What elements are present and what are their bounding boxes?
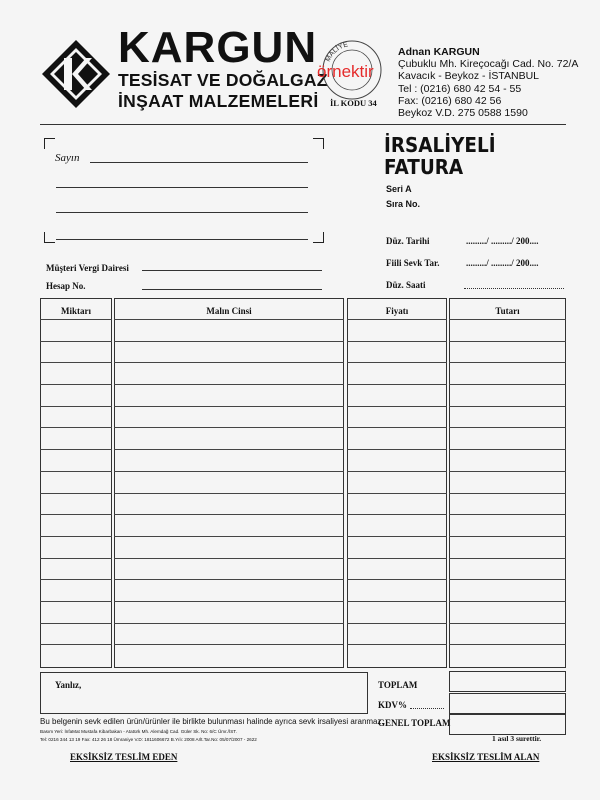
table-row-line	[347, 341, 447, 342]
table-row-line	[114, 644, 344, 645]
table-row-line	[347, 579, 447, 580]
header-divider	[40, 124, 566, 125]
bracket-corner	[44, 138, 55, 149]
table-row-line	[114, 601, 344, 602]
table-row-line	[40, 558, 112, 559]
table-row-line	[114, 536, 344, 537]
table-row-line	[449, 579, 566, 580]
tax-office-field[interactable]	[142, 270, 322, 271]
header-description: Malın Cinsi	[206, 306, 252, 316]
table-row-line	[40, 319, 112, 320]
table-row-line	[449, 471, 566, 472]
table-row-line	[114, 406, 344, 407]
table-row-line	[114, 384, 344, 385]
table-row-line	[114, 579, 344, 580]
table-row-line	[449, 623, 566, 624]
brand-name: KARGUN	[118, 23, 318, 72]
table-row-line	[449, 536, 566, 537]
column-price	[347, 298, 447, 668]
issue-time-field[interactable]	[464, 288, 564, 289]
table-row-line	[449, 558, 566, 559]
kargun-logo-icon	[40, 38, 112, 110]
table-row-line	[449, 601, 566, 602]
address-line-1: Çubuklu Mh. Kireçocağı Cad. No. 72/A	[398, 58, 579, 71]
table-row-line	[449, 427, 566, 428]
printer-info-1: Basım Yeri: İnfaMat Mustafa Kibarbakan - Atatürk Mh. Alemdağ Cad. Güler Sk. No: 6/C Ümr./İST.	[40, 729, 237, 734]
delivered-by-label: EKSİKSİZ TESLİM EDEN	[70, 752, 178, 762]
table-row-line	[449, 319, 566, 320]
table-row-line	[114, 427, 344, 428]
table-row-line	[347, 471, 447, 472]
title-line-2: FATURA	[384, 155, 464, 179]
table-row-line	[40, 384, 112, 385]
table-row-line	[40, 536, 112, 537]
shipment-date-field[interactable]: ........./ ........./ 200....	[466, 258, 539, 268]
table-row-line	[347, 319, 447, 320]
title-line-1: İRSALİYELİ	[384, 133, 496, 157]
account-no-field[interactable]	[142, 289, 322, 290]
table-row-line	[347, 449, 447, 450]
bracket-corner	[313, 138, 324, 149]
table-row-line	[40, 471, 112, 472]
table-row-line	[114, 341, 344, 342]
table-row-line	[347, 623, 447, 624]
customer-line[interactable]	[56, 187, 308, 188]
table-row-line	[40, 601, 112, 602]
address-line-2: Kavacık - Beykoz - İSTANBUL	[398, 70, 540, 83]
table-row-line	[114, 362, 344, 363]
customer-line[interactable]	[90, 162, 308, 163]
column-quantity	[40, 298, 112, 668]
issue-date-field[interactable]: ........./ ........./ 200....	[466, 236, 539, 246]
brand-tagline-2: İNŞAAT MALZEMELERİ	[118, 91, 319, 111]
company-address	[398, 46, 578, 119]
table-row-line	[347, 406, 447, 407]
total-field[interactable]	[449, 671, 566, 692]
il-kodu: İL KODU 34	[330, 98, 377, 108]
owner-name: Adnan KARGUN	[398, 46, 480, 58]
customer-line[interactable]	[56, 212, 308, 213]
table-row-line	[347, 536, 447, 537]
table-row-line	[347, 644, 447, 645]
table-row-line	[347, 493, 447, 494]
table-row-line	[347, 427, 447, 428]
table-row-line	[347, 601, 447, 602]
table-row-line	[40, 623, 112, 624]
table-row-line	[449, 493, 566, 494]
table-row-line	[114, 449, 344, 450]
issue-date-label: Düz. Tarihi	[386, 236, 430, 246]
table-row-line	[114, 558, 344, 559]
vat-rate-field[interactable]	[410, 708, 444, 709]
column-description	[114, 298, 344, 668]
fax: Fax: (0216) 680 42 56	[398, 94, 502, 107]
table-row-line	[449, 384, 566, 385]
table-row-line	[40, 514, 112, 515]
issue-time-label: Düz. Saati	[386, 280, 426, 290]
sayin-label: Sayın	[55, 152, 80, 164]
table-row-line	[449, 514, 566, 515]
sample-watermark: örnektir	[317, 62, 374, 81]
header-amount: Tutarı	[495, 306, 520, 316]
phone: Tel : (0216) 680 42 54 - 55	[398, 82, 522, 95]
legal-note: Bu belgenin sevk edilen ürün/ürünler ile birlikte bulunması halinde ayrıca sevk irsaliyesi aranmaz.	[40, 717, 384, 726]
table-row-line	[114, 623, 344, 624]
printer-info-2: Tel: 0216 344 13 19 Fax: 412 26 18 Ümraniye V.D: 1811606672 B.Yılı: 2008 Arlt.Tar.No: 05/07/2007 - 2622	[40, 737, 257, 742]
tax-office-label: Müşteri Vergi Dairesi	[46, 263, 129, 273]
header-quantity: Miktarı	[61, 306, 91, 316]
grand-total-label: GENEL TOPLAM	[378, 718, 451, 728]
tax-office: Beykoz V.D. 275 0588 1590	[398, 107, 528, 120]
grand-total-field[interactable]	[449, 714, 566, 735]
vat-field[interactable]	[449, 693, 566, 714]
received-by-label: EKSİKSİZ TESLİM ALAN	[432, 752, 540, 762]
series-label: Seri A	[386, 184, 412, 194]
table-row-line	[40, 341, 112, 342]
copies-note: 1 asıl 3 surettir.	[492, 734, 542, 743]
table-row-line	[40, 406, 112, 407]
table-row-line	[114, 471, 344, 472]
table-row-line	[40, 427, 112, 428]
table-row-line	[114, 514, 344, 515]
document-title	[384, 134, 496, 178]
table-row-line	[449, 449, 566, 450]
customer-line[interactable]	[56, 239, 308, 240]
svg-text:MALİYE: MALİYE	[324, 41, 349, 63]
header-price: Fiyatı	[385, 306, 409, 316]
brand-tagline-1: TESİSAT VE DOĞALGAZ	[118, 70, 328, 90]
table-row-line	[40, 644, 112, 645]
table-row-line	[347, 514, 447, 515]
table-row-line	[449, 362, 566, 363]
table-row-line	[114, 493, 344, 494]
shipment-date-label: Fiili Sevk Tar.	[386, 258, 440, 268]
table-row-line	[40, 493, 112, 494]
column-amount	[449, 298, 566, 668]
table-row-line	[40, 579, 112, 580]
table-row-line	[347, 384, 447, 385]
table-row-line	[114, 319, 344, 320]
table-row-line	[40, 449, 112, 450]
bracket-corner	[44, 232, 55, 243]
table-row-line	[449, 644, 566, 645]
table-row-line	[347, 362, 447, 363]
total-label: TOPLAM	[378, 680, 418, 690]
amount-in-words-label: Yanlız,	[55, 680, 82, 690]
amount-in-words-box[interactable]	[40, 672, 368, 714]
vat-label: KDV%	[378, 700, 407, 710]
bracket-corner	[313, 232, 324, 243]
account-no-label: Hesap No.	[46, 281, 86, 291]
sequence-label: Sıra No.	[386, 199, 421, 209]
table-row-line	[449, 406, 566, 407]
table-row-line	[347, 558, 447, 559]
table-row-line	[40, 362, 112, 363]
table-row-line	[449, 341, 566, 342]
